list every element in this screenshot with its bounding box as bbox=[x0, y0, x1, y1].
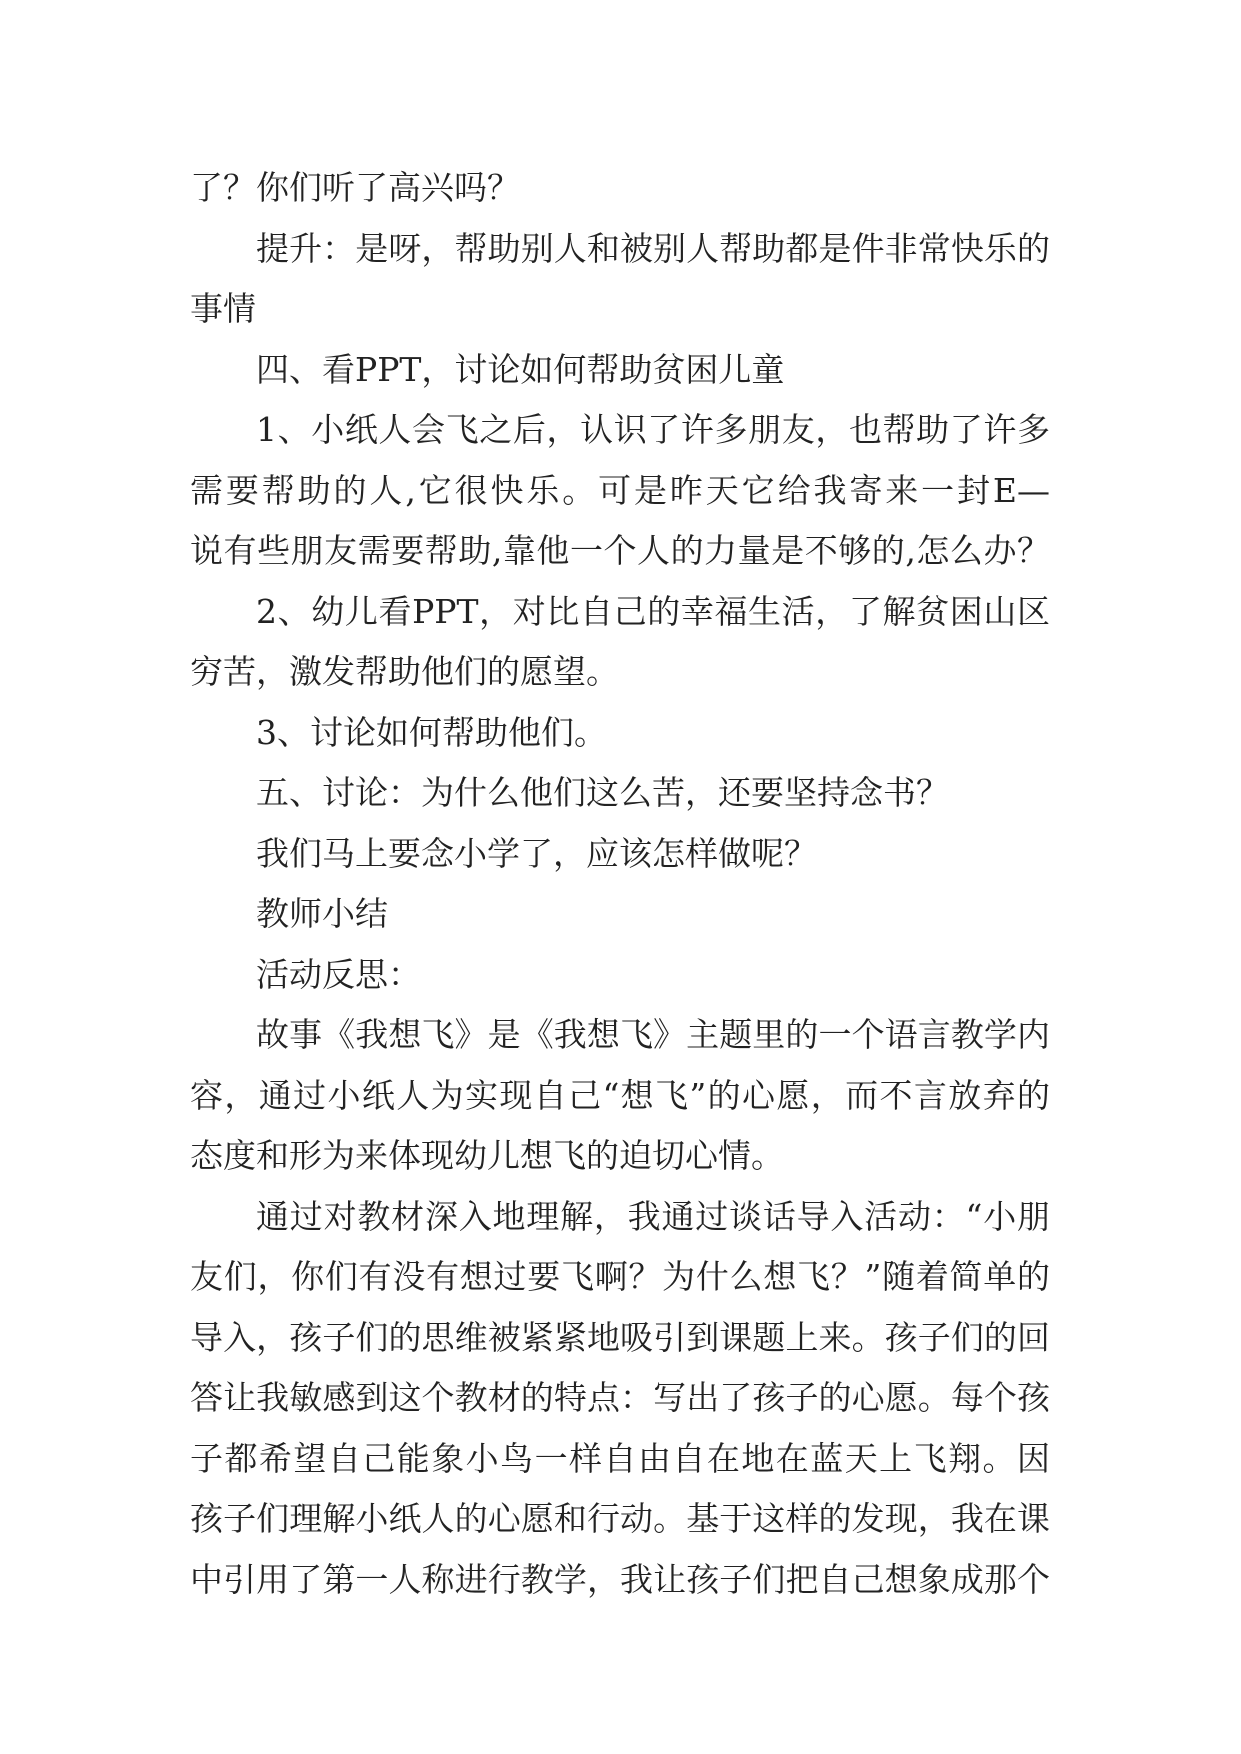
text-line: 需要帮助的人,它很快乐。可是昨天它给我寄来一封E— bbox=[190, 470, 1050, 510]
text-line: 提升：是呀，帮助别人和被别人帮助都是件非常快乐的 bbox=[256, 228, 1050, 268]
text-line: 了？你们听了高兴吗？ bbox=[190, 168, 520, 207]
text-line: 3、讨论如何帮助他们。 bbox=[256, 712, 607, 752]
text-line: 我们马上要念小学了，应该怎样做呢？ bbox=[256, 833, 817, 873]
text-line: 中引用了第一人称进行教学，我让孩子们把自己想象成那个 bbox=[190, 1559, 1050, 1599]
text-line: 事情 bbox=[190, 289, 256, 328]
text-line: 1、小纸人会飞之后，认识了许多朋友，也帮助了许多 bbox=[256, 410, 1050, 449]
text-line: 容，通过小纸人为实现自己“想飞”的心愿，而不言放弃的 bbox=[190, 1075, 1050, 1115]
text-line: 通过对教材深入地理解，我通过谈话导入活动：“小朋 bbox=[256, 1196, 1050, 1236]
text-line: 2、幼儿看PPT，对比自己的幸福生活，了解贫困山区 bbox=[256, 591, 1050, 631]
text-line: 四、看PPT，讨论如何帮助贫困儿童 bbox=[256, 349, 785, 389]
text-line: 穷苦，激发帮助他们的愿望。 bbox=[190, 652, 619, 691]
text-line: 教师小结 bbox=[256, 894, 388, 933]
text-line: 活动反思： bbox=[256, 954, 421, 994]
text-line: 五、讨论：为什么他们这么苦，还要坚持念书？ bbox=[256, 773, 949, 812]
text-line: 子都希望自己能象小鸟一样自由自在地在蓝天上飞翔。因 bbox=[190, 1438, 1050, 1478]
text-line: 态度和形为来体现幼儿想飞的迫切心情。 bbox=[190, 1136, 784, 1175]
text-line: 答让我敏感到这个教材的特点：写出了孩子的心愿。每个孩 bbox=[190, 1378, 1050, 1417]
document-body bbox=[190, 158, 1050, 1610]
text-line: 说有些朋友需要帮助,靠他一个人的力量是不够的,怎么办？ bbox=[190, 531, 1050, 570]
text-line: 故事《我想飞》是《我想飞》主题里的一个语言教学内 bbox=[256, 1015, 1050, 1054]
text-line: 友们，你们有没有想过要飞啊？为什么想飞？”随着简单的 bbox=[190, 1257, 1050, 1296]
text-line: 导入，孩子们的思维被紧紧地吸引到课题上来。孩子们的回 bbox=[190, 1317, 1050, 1357]
text-line: 孩子们理解小纸人的心愿和行动。基于这样的发现，我在课 bbox=[190, 1499, 1050, 1538]
